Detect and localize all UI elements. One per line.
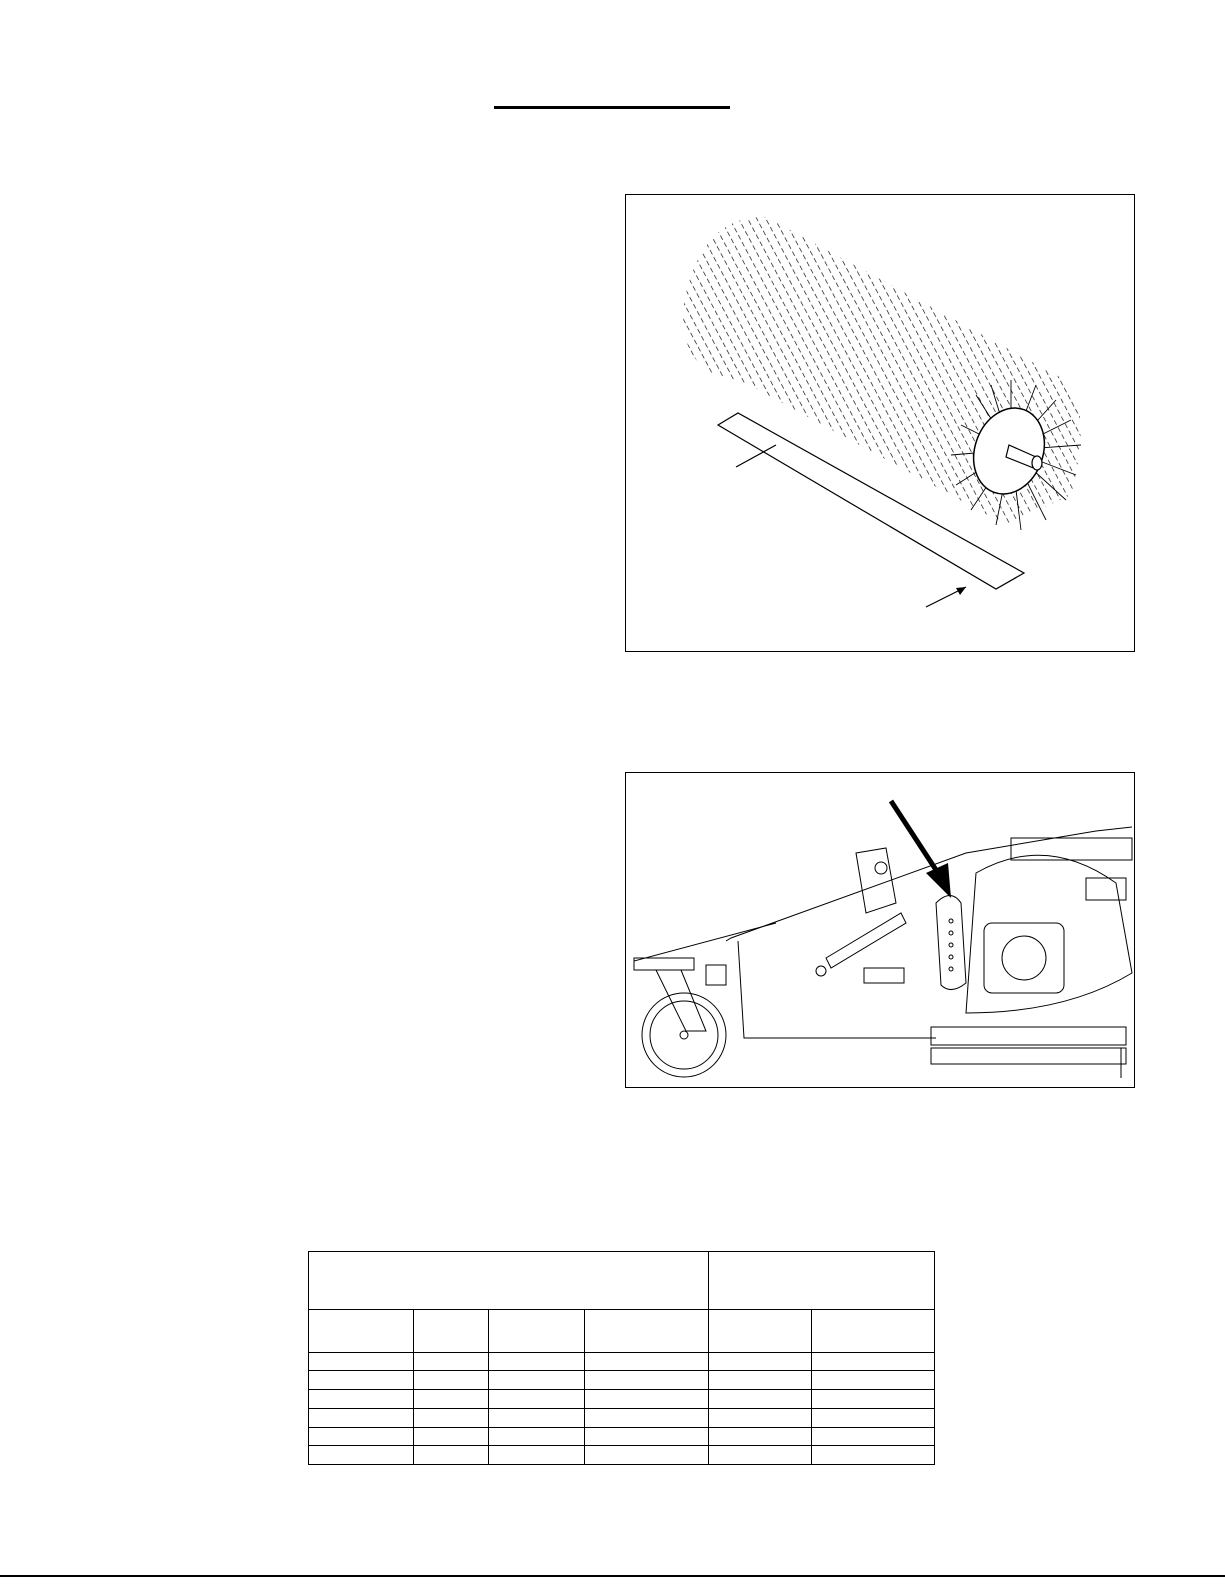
table-cell xyxy=(309,1427,414,1446)
table-cell xyxy=(309,1390,414,1409)
title-underline xyxy=(494,106,730,109)
table-cell xyxy=(489,1390,585,1409)
table-cell xyxy=(414,1390,489,1409)
table-column-header xyxy=(709,1310,812,1353)
table-cell xyxy=(585,1352,709,1371)
table-cell xyxy=(309,1446,414,1465)
table-cell xyxy=(309,1352,414,1371)
sweeper-side-view-icon xyxy=(626,773,1134,1087)
table-column-header xyxy=(585,1310,709,1353)
brush-figure xyxy=(625,194,1135,652)
table-row xyxy=(309,1408,935,1427)
table-cell xyxy=(309,1408,414,1427)
table-cell xyxy=(812,1352,935,1371)
table-cell xyxy=(489,1352,585,1371)
table-column-header xyxy=(414,1310,489,1353)
table-cell xyxy=(489,1427,585,1446)
table-cell xyxy=(812,1408,935,1427)
table-cell xyxy=(585,1390,709,1409)
table-cell xyxy=(585,1427,709,1446)
table-cell xyxy=(585,1371,709,1390)
footer-rule xyxy=(0,1575,1225,1577)
table-cell xyxy=(709,1371,812,1390)
table-cell xyxy=(414,1408,489,1427)
sweeper-side-figure xyxy=(625,772,1135,1088)
table-cell xyxy=(709,1408,812,1427)
table-cell xyxy=(709,1427,812,1446)
table-cell xyxy=(489,1371,585,1390)
table-cell xyxy=(414,1427,489,1446)
table-cell xyxy=(812,1446,935,1465)
table-cell xyxy=(812,1427,935,1446)
table-cell xyxy=(414,1446,489,1465)
table-cell xyxy=(585,1446,709,1465)
rotary-brush-icon xyxy=(626,195,1134,651)
table-row xyxy=(309,1390,935,1409)
table-row xyxy=(309,1371,935,1390)
table-cell xyxy=(812,1371,935,1390)
table-row xyxy=(309,1427,935,1446)
spec-table xyxy=(308,1251,935,1465)
table-column-header xyxy=(489,1310,585,1353)
table-cell xyxy=(414,1371,489,1390)
table-cell xyxy=(709,1390,812,1409)
table-column-header xyxy=(812,1310,935,1353)
table-row xyxy=(309,1446,935,1465)
table-cell xyxy=(709,1446,812,1465)
table-cell xyxy=(585,1408,709,1427)
table-header-group xyxy=(309,1252,709,1310)
table-cell xyxy=(414,1352,489,1371)
table-cell xyxy=(489,1408,585,1427)
table-header-group xyxy=(709,1252,935,1310)
table-column-header xyxy=(309,1310,414,1353)
table-cell xyxy=(812,1390,935,1409)
table-cell xyxy=(489,1446,585,1465)
table-row xyxy=(309,1352,935,1371)
table-cell xyxy=(309,1371,414,1390)
table-cell xyxy=(709,1352,812,1371)
